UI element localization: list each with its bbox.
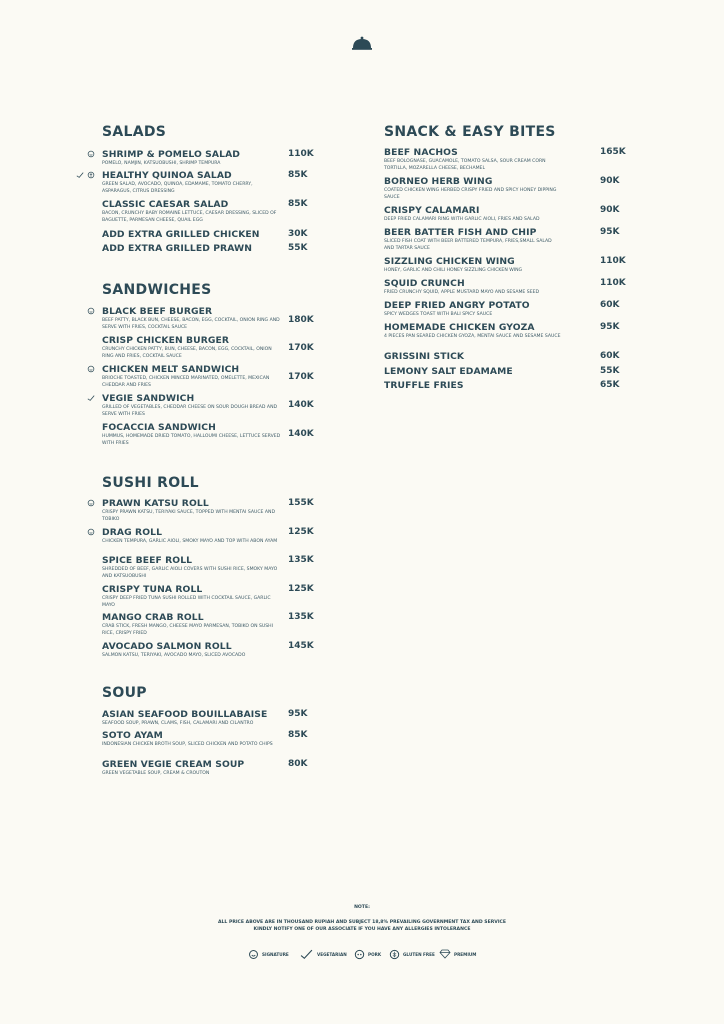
item-price: 60K bbox=[600, 300, 620, 310]
legend-label: PORK bbox=[368, 952, 382, 957]
item-name: BEER BATTER FISH AND CHIP bbox=[384, 227, 537, 238]
vegetarian-icon bbox=[76, 171, 84, 179]
item-price: 145K bbox=[288, 641, 314, 651]
item-price: 140K bbox=[288, 400, 314, 410]
menu-item bbox=[384, 176, 620, 202]
tax-note: ALL PRICE ABOVE ARE IN THOUSAND RUPIAH AND SUBJECT 18,8% PREVAILING GOVERNMENT TAX AND SERVICE bbox=[217, 920, 507, 925]
signature-icon bbox=[87, 499, 95, 507]
item-name: PRAWN KATSU ROLL bbox=[102, 498, 209, 509]
item-description: HUMMUS, HOMEMADE DRIED TOMATO, HALLOUMI CHEESE, LETTUCE SERVED WITH FRIES bbox=[102, 434, 281, 446]
item-name: SPICE BEEF ROLL bbox=[102, 555, 193, 566]
item-description: INDONESIAN CHICKEN BROTH SOUP, SLICED CHICKEN AND POTATO CHIPS bbox=[102, 742, 273, 747]
gluten-free-icon bbox=[389, 949, 400, 960]
item-description: BEEF PATTY, BLACK BUN, CHEESE, BACON, EGG, COCKTAIL, ONION RING AND SERVE WITH FRIES, COCKTAIL SAUCE bbox=[102, 318, 280, 330]
item-price: 135K bbox=[288, 555, 314, 565]
item-name: LEMONY SALT EDAMAME bbox=[384, 366, 513, 377]
item-name: CLASSIC CAESAR SALAD bbox=[102, 199, 229, 210]
menu-item bbox=[102, 199, 308, 225]
menu-item bbox=[102, 555, 314, 581]
menu-item bbox=[102, 641, 314, 660]
item-description: SEAFOOD SOUP, PRAWN, CLAMS, FISH, CALAMARI AND CILANTRO bbox=[102, 721, 254, 726]
pork-icon bbox=[354, 949, 365, 960]
item-price: 110K bbox=[600, 256, 626, 266]
item-description: 4 PIECES PAN SEARED CHICKEN GYOZA, MENTAI SAUCE AND SESAME SAUCE bbox=[384, 334, 561, 339]
note-label: NOTE: bbox=[354, 905, 370, 910]
menu-item bbox=[102, 170, 308, 196]
legend-label: VEGETARIAN bbox=[317, 952, 347, 957]
item-price: 135K bbox=[288, 612, 314, 622]
item-description: CRUNCHY CHICKEN PATTY, BUN, CHEESE, BACON, EGG, COCKTAIL, ONION RING AND FRIES, COCKTAIL SAUCE bbox=[102, 347, 272, 359]
menu-item bbox=[102, 527, 314, 546]
item-name: DRAG ROLL bbox=[102, 527, 163, 538]
vegetarian-icon bbox=[87, 394, 95, 402]
item-price: 170K bbox=[288, 343, 314, 353]
item-price: 125K bbox=[288, 527, 314, 537]
menu-item bbox=[102, 149, 314, 168]
item-price: 140K bbox=[288, 429, 314, 439]
menu-item bbox=[384, 256, 626, 275]
item-name: BEEF NACHOS bbox=[384, 147, 458, 158]
item-price: 95K bbox=[288, 709, 308, 719]
item-name: HEALTHY QUINOA SALAD bbox=[102, 170, 232, 181]
item-name: ASIAN SEAFOOD BOUILLABAISE bbox=[102, 709, 268, 720]
diamond-icon bbox=[439, 949, 451, 959]
item-description: SALMON KATSU, TERIYAKI, AVOCADO MAYO, SLICED AVOCADO bbox=[102, 653, 246, 658]
menu-item bbox=[102, 498, 314, 524]
cloche-logo-icon bbox=[352, 36, 372, 50]
item-price: 85K bbox=[288, 199, 308, 209]
item-price: 95K bbox=[600, 322, 620, 332]
item-name: BORNEO HERB WING bbox=[384, 176, 493, 187]
item-price: 85K bbox=[288, 170, 308, 180]
item-price: 60K bbox=[600, 351, 620, 361]
item-name: CHICKEN MELT SANDWICH bbox=[102, 364, 240, 375]
item-name: ADD EXTRA GRILLED PRAWN bbox=[102, 243, 253, 254]
menu-item bbox=[102, 306, 314, 332]
item-description: SPICY WEDGES TOAST WITH BALI SPICY SAUCE bbox=[384, 312, 493, 317]
menu-item bbox=[102, 759, 308, 778]
item-description: CRISPY DEEP FRIED TUNA SUSHI ROLLED WITH COCKTAIL SAUCE, GARLIC MAYO bbox=[102, 596, 271, 608]
item-name: GREEN VEGIE CREAM SOUP bbox=[102, 759, 245, 770]
signature-icon bbox=[87, 150, 95, 158]
vegetarian-icon bbox=[300, 949, 313, 960]
menu-item bbox=[384, 380, 620, 391]
item-price: 165K bbox=[600, 147, 626, 157]
item-name: CRISPY TUNA ROLL bbox=[102, 584, 203, 595]
item-name: AVOCADO SALMON ROLL bbox=[102, 641, 232, 652]
item-name: VEGIE SANDWICH bbox=[102, 393, 195, 404]
item-price: 110K bbox=[600, 278, 626, 288]
menu-item bbox=[102, 393, 314, 419]
item-name: CRISPY CALAMARI bbox=[384, 205, 480, 216]
item-description: CRAB STICK, FRESH MANGO, CHEESE MAYO PARMESAN, TOBIKO ON SUSHI RICE, CRISPY FRIED bbox=[102, 624, 273, 636]
signature-icon bbox=[87, 528, 95, 536]
item-price: 125K bbox=[288, 584, 314, 594]
menu-item bbox=[102, 612, 314, 638]
item-price: 65K bbox=[600, 380, 620, 390]
item-name: FOCACCIA SANDWICH bbox=[102, 422, 216, 433]
legend-label: PREMIUM bbox=[454, 952, 477, 957]
item-price: 155K bbox=[288, 498, 314, 508]
menu-item bbox=[384, 278, 626, 297]
item-price: 85K bbox=[288, 730, 308, 740]
item-price: 80K bbox=[288, 759, 308, 769]
menu-item bbox=[384, 227, 620, 253]
section-title-salads: SALADS bbox=[102, 124, 167, 140]
item-name: HOMEMADE CHICKEN GYOZA bbox=[384, 322, 535, 333]
item-price: 55K bbox=[288, 243, 308, 253]
signature-icon bbox=[248, 949, 259, 960]
menu-item bbox=[102, 243, 308, 254]
item-price: 55K bbox=[600, 366, 620, 376]
item-description: GRILLED OF VEGETABLES, CHEDDAR CHEESE ON SOUR DOUGH BREAD AND SERVE WITH FRIES bbox=[102, 405, 278, 417]
item-price: 90K bbox=[600, 205, 620, 215]
signature-icon bbox=[87, 365, 95, 373]
signature-icon bbox=[87, 307, 95, 315]
item-price: 180K bbox=[288, 315, 314, 325]
section-title-snacks: SNACK & EASY BITES bbox=[384, 124, 556, 140]
item-price: 110K bbox=[288, 149, 314, 159]
menu-item bbox=[102, 335, 314, 361]
menu-item bbox=[384, 366, 620, 377]
menu-item bbox=[102, 730, 308, 749]
item-description: SHREDDED OF BEEF, GARLIC AIOLI COVERS WITH SUSHI RICE, SMOKY MAYO AND KATSUOBUSHI bbox=[102, 567, 278, 579]
section-title-sandwiches: SANDWICHES bbox=[102, 282, 212, 298]
item-name: BLACK BEEF BURGER bbox=[102, 306, 213, 317]
item-name: ADD EXTRA GRILLED CHICKEN bbox=[102, 229, 260, 240]
section-title-soup: SOUP bbox=[102, 685, 147, 701]
item-description: FRIED CRUNCHY SQUID, APPLE MUSTARD MAYO AND SESAME SEED bbox=[384, 290, 540, 295]
item-price: 95K bbox=[600, 227, 620, 237]
item-description: DEEP FRIED CALAMARI RING WITH GARLIC AIOLI, FRIES AND SALAD bbox=[384, 217, 540, 222]
item-name: SHRIMP & POMELO SALAD bbox=[102, 149, 241, 160]
item-name: SOTO AYAM bbox=[102, 730, 163, 741]
item-description: BRIOCHE TOASTED, CHICKEN MINCED MARINATED, OMELETTE, MEXICAN CHEDDAR AND FRIES bbox=[102, 376, 270, 388]
item-name: DEEP FRIED ANGRY POTATO bbox=[384, 300, 530, 311]
menu-item bbox=[384, 322, 620, 341]
legend-label: SIGNATURE bbox=[262, 952, 289, 957]
item-name: CRISP CHICKEN BURGER bbox=[102, 335, 230, 346]
menu-item bbox=[102, 709, 308, 728]
item-price: 170K bbox=[288, 372, 314, 382]
item-price: 30K bbox=[288, 229, 308, 239]
menu-item bbox=[102, 584, 314, 610]
item-name: GRISSINI STICK bbox=[384, 351, 465, 362]
item-name: SQUID CRUNCH bbox=[384, 278, 465, 289]
item-description: HONEY, GARLIC AND CHILI HONEY SIZZLING CHICKEN WING bbox=[384, 268, 523, 273]
menu-item bbox=[102, 229, 308, 240]
item-description: CHICKEN TEMPURA, GARLIC AIOLI, SMOKY MAYO AND TOP WITH ABON AYAM bbox=[102, 539, 278, 544]
item-name: TRUFFLE FRIES bbox=[384, 380, 464, 391]
menu-item bbox=[384, 300, 620, 319]
allergy-note: KINDLY NOTIFY ONE OF OUR ASSOCIATE IF YOU HAVE ANY ALLERGIES INTOLERANCE bbox=[253, 927, 471, 932]
menu-item bbox=[102, 364, 314, 390]
item-description: BACON, CRUNCHY BABY ROMAINE LETTUCE, CAESAR DRESSING, SLICED OF BAGUETTE, PARMESAN CHEESE, QUAIL EGG bbox=[102, 211, 277, 223]
item-description: SLICED FISH COAT WITH BEER BATTERED TEMPURA, FRIES,SMALL SALAD AND TARTAR SAUCE bbox=[384, 239, 552, 251]
menu-item bbox=[384, 351, 620, 362]
item-name: MANGO CRAB ROLL bbox=[102, 612, 204, 623]
item-description: BEEF BOLOGNASE, GUACAMOLE, TOMATO SALSA, SOUR CREAM CORN TORTILLA, MOZARELLA CHEESE, BECHAMEL bbox=[384, 159, 546, 171]
menu-item bbox=[384, 205, 620, 224]
menu-item bbox=[384, 147, 626, 173]
section-title-sushi-roll: SUSHI ROLL bbox=[102, 475, 199, 491]
item-price: 90K bbox=[600, 176, 620, 186]
item-description: GREEN SALAD, AVOCADO, QUINOA, EDAMAME, TOMATO CHERRY, ASPARAGUS, CITRUS DRESSING bbox=[102, 182, 253, 194]
menu-item bbox=[102, 422, 314, 448]
item-description: POMELO, NAMJIN, KATSUOBUSHI, SHRIMP TEMPURA bbox=[102, 161, 221, 166]
legend-label: GLUTEN FREE bbox=[403, 952, 435, 957]
item-description: GREEN VEGETABLE SOUP, CREAM & CROUTON bbox=[102, 771, 210, 776]
gluten-free-icon bbox=[87, 171, 95, 179]
item-name: SIZZLING CHICKEN WING bbox=[384, 256, 515, 267]
item-description: COATED CHICKEN WING HERBED CRISPY FRIED AND SPICY HONEY DIPPING SAUCE bbox=[384, 188, 557, 200]
item-description: CRISPY PRAWN KATSU, TERIYAKI SAUCE, TOPPED WITH MENTAI SAUCE AND TOBIKO bbox=[102, 510, 276, 522]
